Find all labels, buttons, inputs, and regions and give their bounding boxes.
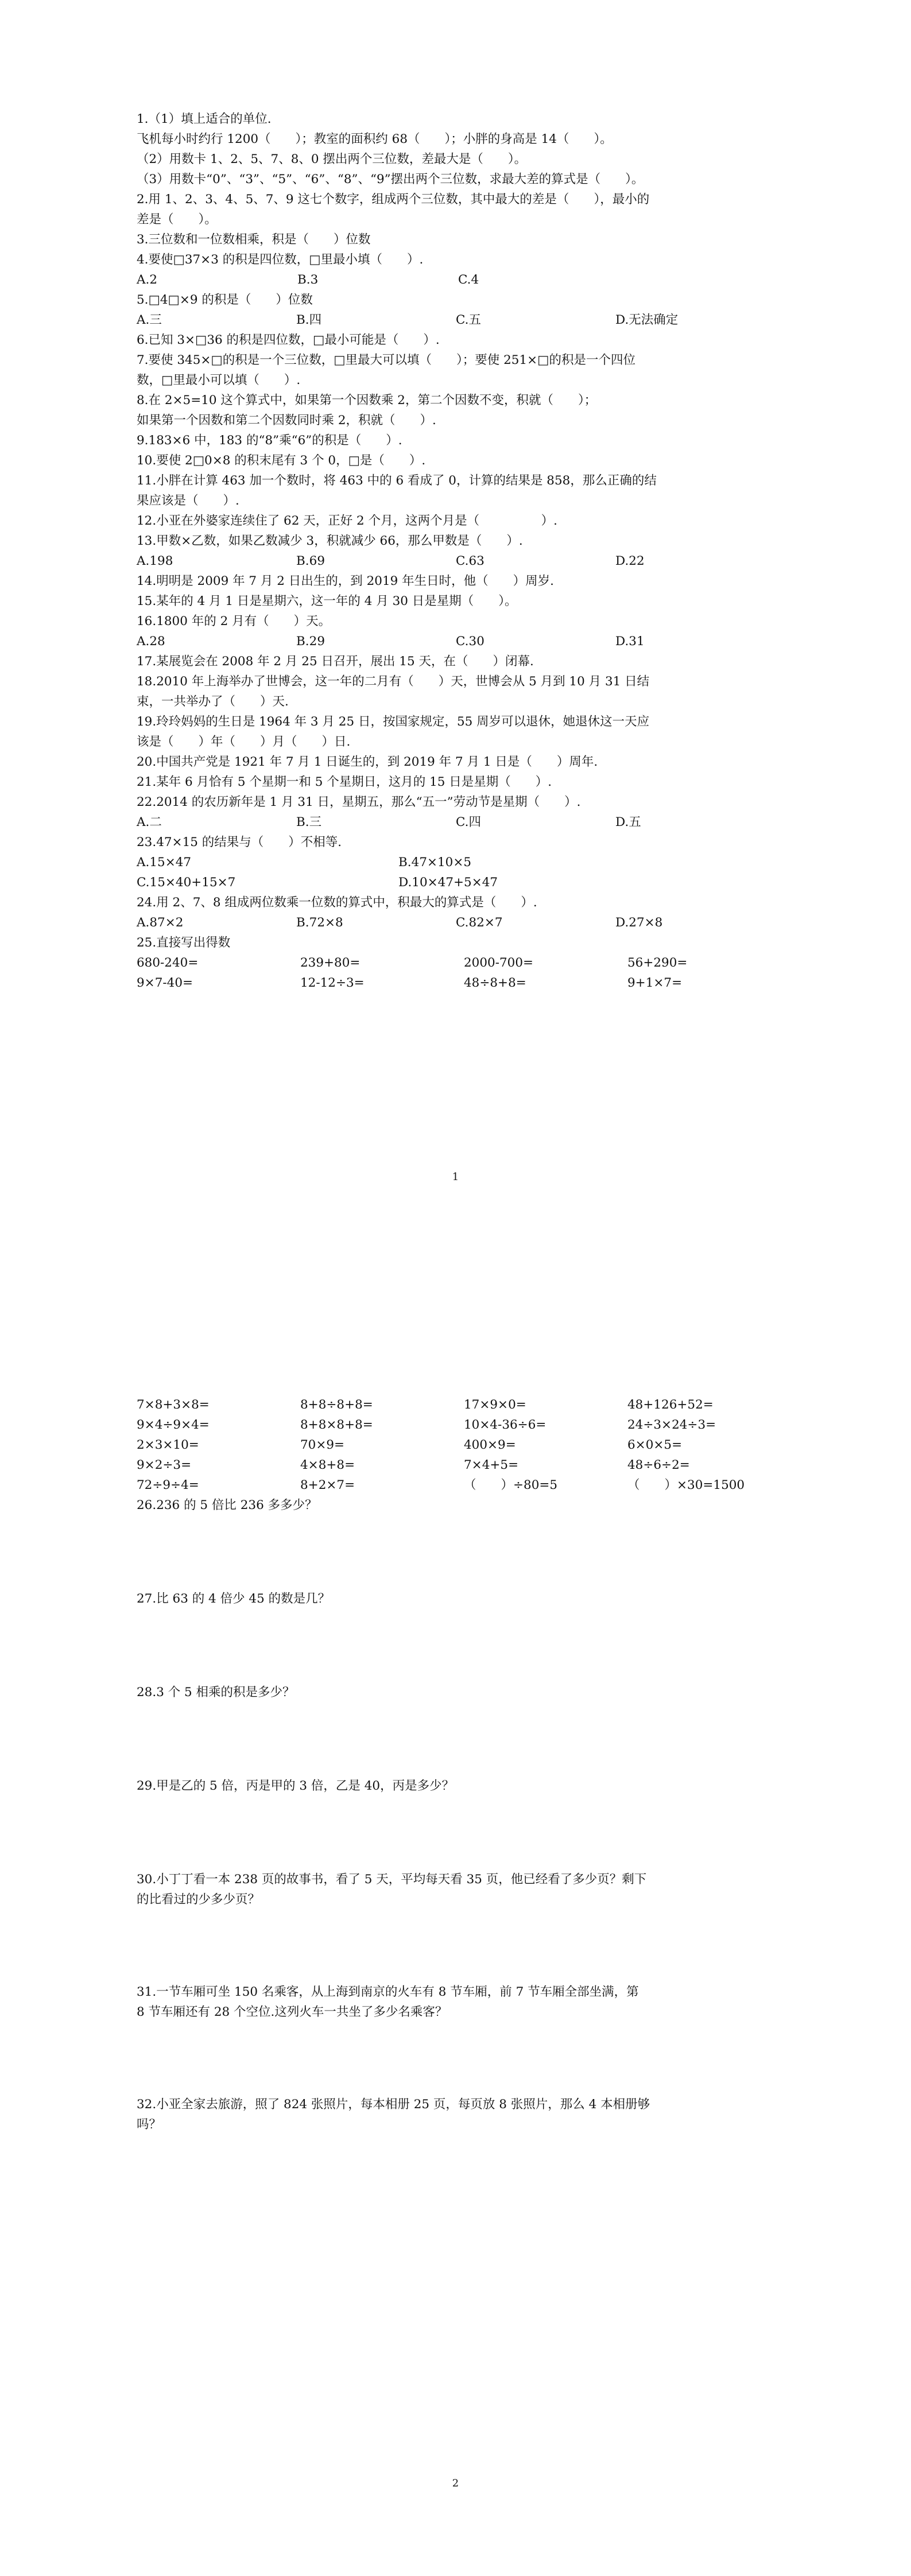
calc-item: 2000-700= [464,956,534,970]
option-c: C.82×7 [456,915,503,930]
question-11-line-1: 11.小胖在计算 463 加一个数时，将 463 中的 6 看成了 0，计算的结果是 858，那么正确的结 [137,474,657,488]
question-12: 12.小亚在外婆家连续住了 62 天，正好 2 个月，这两个月是（ ）. [137,514,557,528]
calc-item: 239+80= [300,956,360,970]
option-d: D.27×8 [615,915,663,930]
question-16: 16.1800 年的 2 月有（ ）天。 [137,614,331,629]
question-23: 23.47×15 的结果与（ ）不相等. [137,835,342,849]
question-10: 10.要使 2□0×8 的积末尾有 3 个 0，□是（ ）. [137,453,426,468]
question-14: 14.明明是 2009 年 7 月 2 日出生的，到 2019 年生日时，他（ ）周岁. [137,574,554,588]
option-a: A.87×2 [137,915,184,930]
calc-item: 6×0×5= [627,1438,683,1452]
page-number: 2 [452,2477,459,2489]
option-c: C.五 [456,313,482,327]
worksheet-page-2 [0,1288,911,2576]
option-d: D.无法确定 [615,313,679,327]
question-5-options [137,310,775,330]
question-2-line-2: 差是（ ）。 [137,212,217,227]
question-29: 29.甲是乙的 5 倍，丙是甲的 3 倍，乙是 40，丙是多少？ [137,1779,455,1793]
question-28: 28.3 个 5 相乘的积是多少？ [137,1685,295,1700]
answer-space[interactable] [137,1702,775,1776]
calc-item: 9×7-40= [137,976,193,990]
option-a: A.2 [137,273,158,287]
mental-math-grid-2 [137,1395,775,1495]
question-23-options-row-1 [137,852,775,872]
calc-item: 70×9= [300,1438,345,1452]
option-b: B.69 [296,554,325,568]
option-c: C.30 [456,634,484,649]
calc-item: （ ）÷80=5 [464,1478,558,1492]
question-1-part-3: （3）用数卡“0”、“3”、“5”、“6”、“8”、“9”摆出两个三位数，求最大差的算式是（ ）。 [137,172,644,187]
calc-item: 2×3×10= [137,1438,199,1452]
option-a: A.28 [137,634,165,649]
question-26: 26.236 的 5 倍比 236 多多少？ [137,1498,317,1512]
calc-item: 9+1×7= [627,976,683,990]
question-18-line-1: 18.2010 年上海举办了世博会，这一年的二月有（ ）天，世博会从 5 月到 10 月 31 日结 [137,674,650,689]
option-b: B.3 [297,273,319,287]
calc-item: 400×9= [464,1438,516,1452]
calc-item: 9×2÷3= [137,1458,192,1472]
calc-item: 7×8+3×8= [137,1398,210,1412]
calc-item: 680-240= [137,956,199,970]
question-20: 20.中国共产党是 1921 年 7 月 1 日诞生的，到 2019 年 7 月 1 日是（ ）周年. [137,755,598,769]
calc-item: 72÷9÷4= [137,1478,199,1492]
question-32-line-1: 32.小亚全家去旅游，照了 824 张照片，每本相册 25 页，每页放 8 张照片，那么 4 本相册够 [137,2097,650,2112]
question-22: 22.2014 的农历新年是 1 月 31 日，星期五，那么“五一”劳动节是星期（ ）. [137,795,581,809]
calc-item: 8+8×8+8= [300,1418,373,1432]
option-c: C.四 [456,815,482,829]
question-27: 27.比 63 的 4 倍少 45 的数是几？ [137,1592,331,1606]
option-c: C.15×40+15×7 [137,875,236,890]
question-3: 3.三位数和一位数相乘，积是（ ）位数 [137,232,371,247]
question-7-line-2: 数，□里最小可以填（ ）. [137,373,301,387]
calc-item: 10×4-36÷6= [464,1418,546,1432]
question-2-line-1: 2.用 1、2、3、4、5、7、9 这七个数字，组成两个三位数，其中最大的差是（ ），最小的 [137,192,650,207]
answer-space[interactable] [137,2022,775,2094]
question-15: 15.某年的 4 月 1 日是星期六，这一年的 4 月 30 日是星期（ ）。 [137,594,517,608]
question-1-part-2: （2）用数卡 1、2、5、7、8、0 摆出两个三位数，差最大是（ ）。 [137,152,527,166]
calc-item: （ ）×30=1500 [627,1478,745,1492]
question-7-line-1: 7.要使 345×□的积是一个三位数，□里最大可以填（ ）；要使 251×□的积是一个四位 [137,353,635,367]
option-b: B.29 [296,634,325,649]
page-number: 1 [452,1171,459,1183]
question-25: 25.直接写出得数 [137,936,231,950]
question-5: 5.□4□×9 的积是（ ）位数 [137,293,313,307]
option-a: A.二 [137,815,162,829]
question-16-options [137,631,775,651]
option-a: A.三 [137,313,162,327]
option-d: D.31 [615,634,645,649]
question-31-line-2: 8 节车厢还有 28 个空位.这列火车一共坐了多少名乘客？ [137,2005,448,2019]
option-b: B.47×10×5 [398,855,472,870]
question-19-line-1: 19.玲玲妈妈的生日是 1964 年 3 月 25 日，按国家规定，55 周岁可以退休，她退休这一天应 [137,715,650,729]
option-b: B.三 [296,815,322,829]
option-d: D.五 [615,815,641,829]
question-8-line-2: 如果第一个因数和第二个因数同时乘 2，积就（ ）. [137,413,436,428]
calc-item: 4×8+8= [300,1458,355,1472]
option-d: D.22 [615,554,645,568]
calc-item: 12-12÷3= [300,976,365,990]
question-31-line-1: 31.一节车厢可坐 150 名乘客，从上海到南京的火车有 8 节车厢，前 7 节车厢全部坐满，第 [137,1985,639,1999]
answer-space[interactable] [137,1910,775,1982]
calc-item: 17×9×0= [464,1398,526,1412]
option-c: C.63 [456,554,484,568]
question-22-options [137,812,775,832]
calc-item: 8+8÷8+8= [300,1398,373,1412]
option-b: B.72×8 [296,915,343,930]
question-19-line-2: 该是（ ）年（ ）月（ ）日. [137,735,351,749]
mental-math-grid-1 [137,953,775,993]
answer-space[interactable] [137,1796,775,1869]
option-d: D.10×47+5×47 [398,875,498,890]
calc-item: 48+126+52= [627,1398,714,1412]
question-13-options [137,551,775,571]
question-11-line-2: 果应该是（ ）. [137,494,239,508]
option-c: C.4 [458,273,479,287]
page-1-content [137,109,775,993]
question-6: 6.已知 3×□36 的积是四位数，□最小可能是（ ）. [137,333,440,347]
question-13: 13.甲数×乙数，如果乙数减少 3，积就减少 66，那么甲数是（ ）. [137,534,523,548]
question-8-line-1: 8.在 2×5=10 这个算式中，如果第一个因数乘 2，第二个因数不变，积就（ ）； [137,393,597,408]
calc-item: 9×4÷9×4= [137,1418,210,1432]
question-4: 4.要使□37×3 的积是四位数，□里最小填（ ）. [137,253,424,267]
calc-item: 48÷6÷2= [627,1458,690,1472]
calc-item: 7×4+5= [464,1458,519,1472]
answer-space[interactable] [137,1609,775,1682]
question-30-line-2: 的比看过的少多少页？ [137,1892,261,1907]
option-a: A.15×47 [137,855,192,870]
page-2-content [137,1395,775,2135]
calc-item: 8+2×7= [300,1478,355,1492]
calc-item: 24÷3×24÷3= [627,1418,716,1432]
question-17: 17.某展览会在 2008 年 2 月 25 日召开，展出 15 天，在（ ）闭幕. [137,654,534,669]
calc-item: 48÷8+8= [464,976,526,990]
question-18-line-2: 束，一共举办了（ ）天. [137,695,289,709]
question-32-line-2: 吗？ [137,2117,162,2132]
question-23-options-row-2 [137,872,775,893]
option-a: A.198 [137,554,173,568]
question-4-options [137,270,775,290]
question-24-options [137,913,775,933]
question-24: 24.用 2、7、8 组成两位数乘一位数的算式中，积最大的算式是（ ）. [137,895,537,910]
question-1-part-1: 飞机每小时约行 1200（ ）；教室的面积约 68（ ）；小胖的身高是 14（ ）。 [137,132,612,146]
question-21: 21.某年 6 月恰有 5 个星期一和 5 个星期日，这月的 15 日是星期（ ）. [137,775,552,789]
answer-space[interactable] [137,1515,775,1589]
option-b: B.四 [296,313,322,327]
question-1-title: 1.（1）填上适合的单位. [137,112,272,126]
question-9: 9.183×6 中，183 的“8”乘“6”的积是（ ）. [137,433,402,448]
question-30-line-1: 30.小丁丁看一本 238 页的故事书，看了 5 天，平均每天看 35 页，他已经看了多少页？剩下 [137,1872,647,1887]
calc-item: 56+290= [627,956,688,970]
